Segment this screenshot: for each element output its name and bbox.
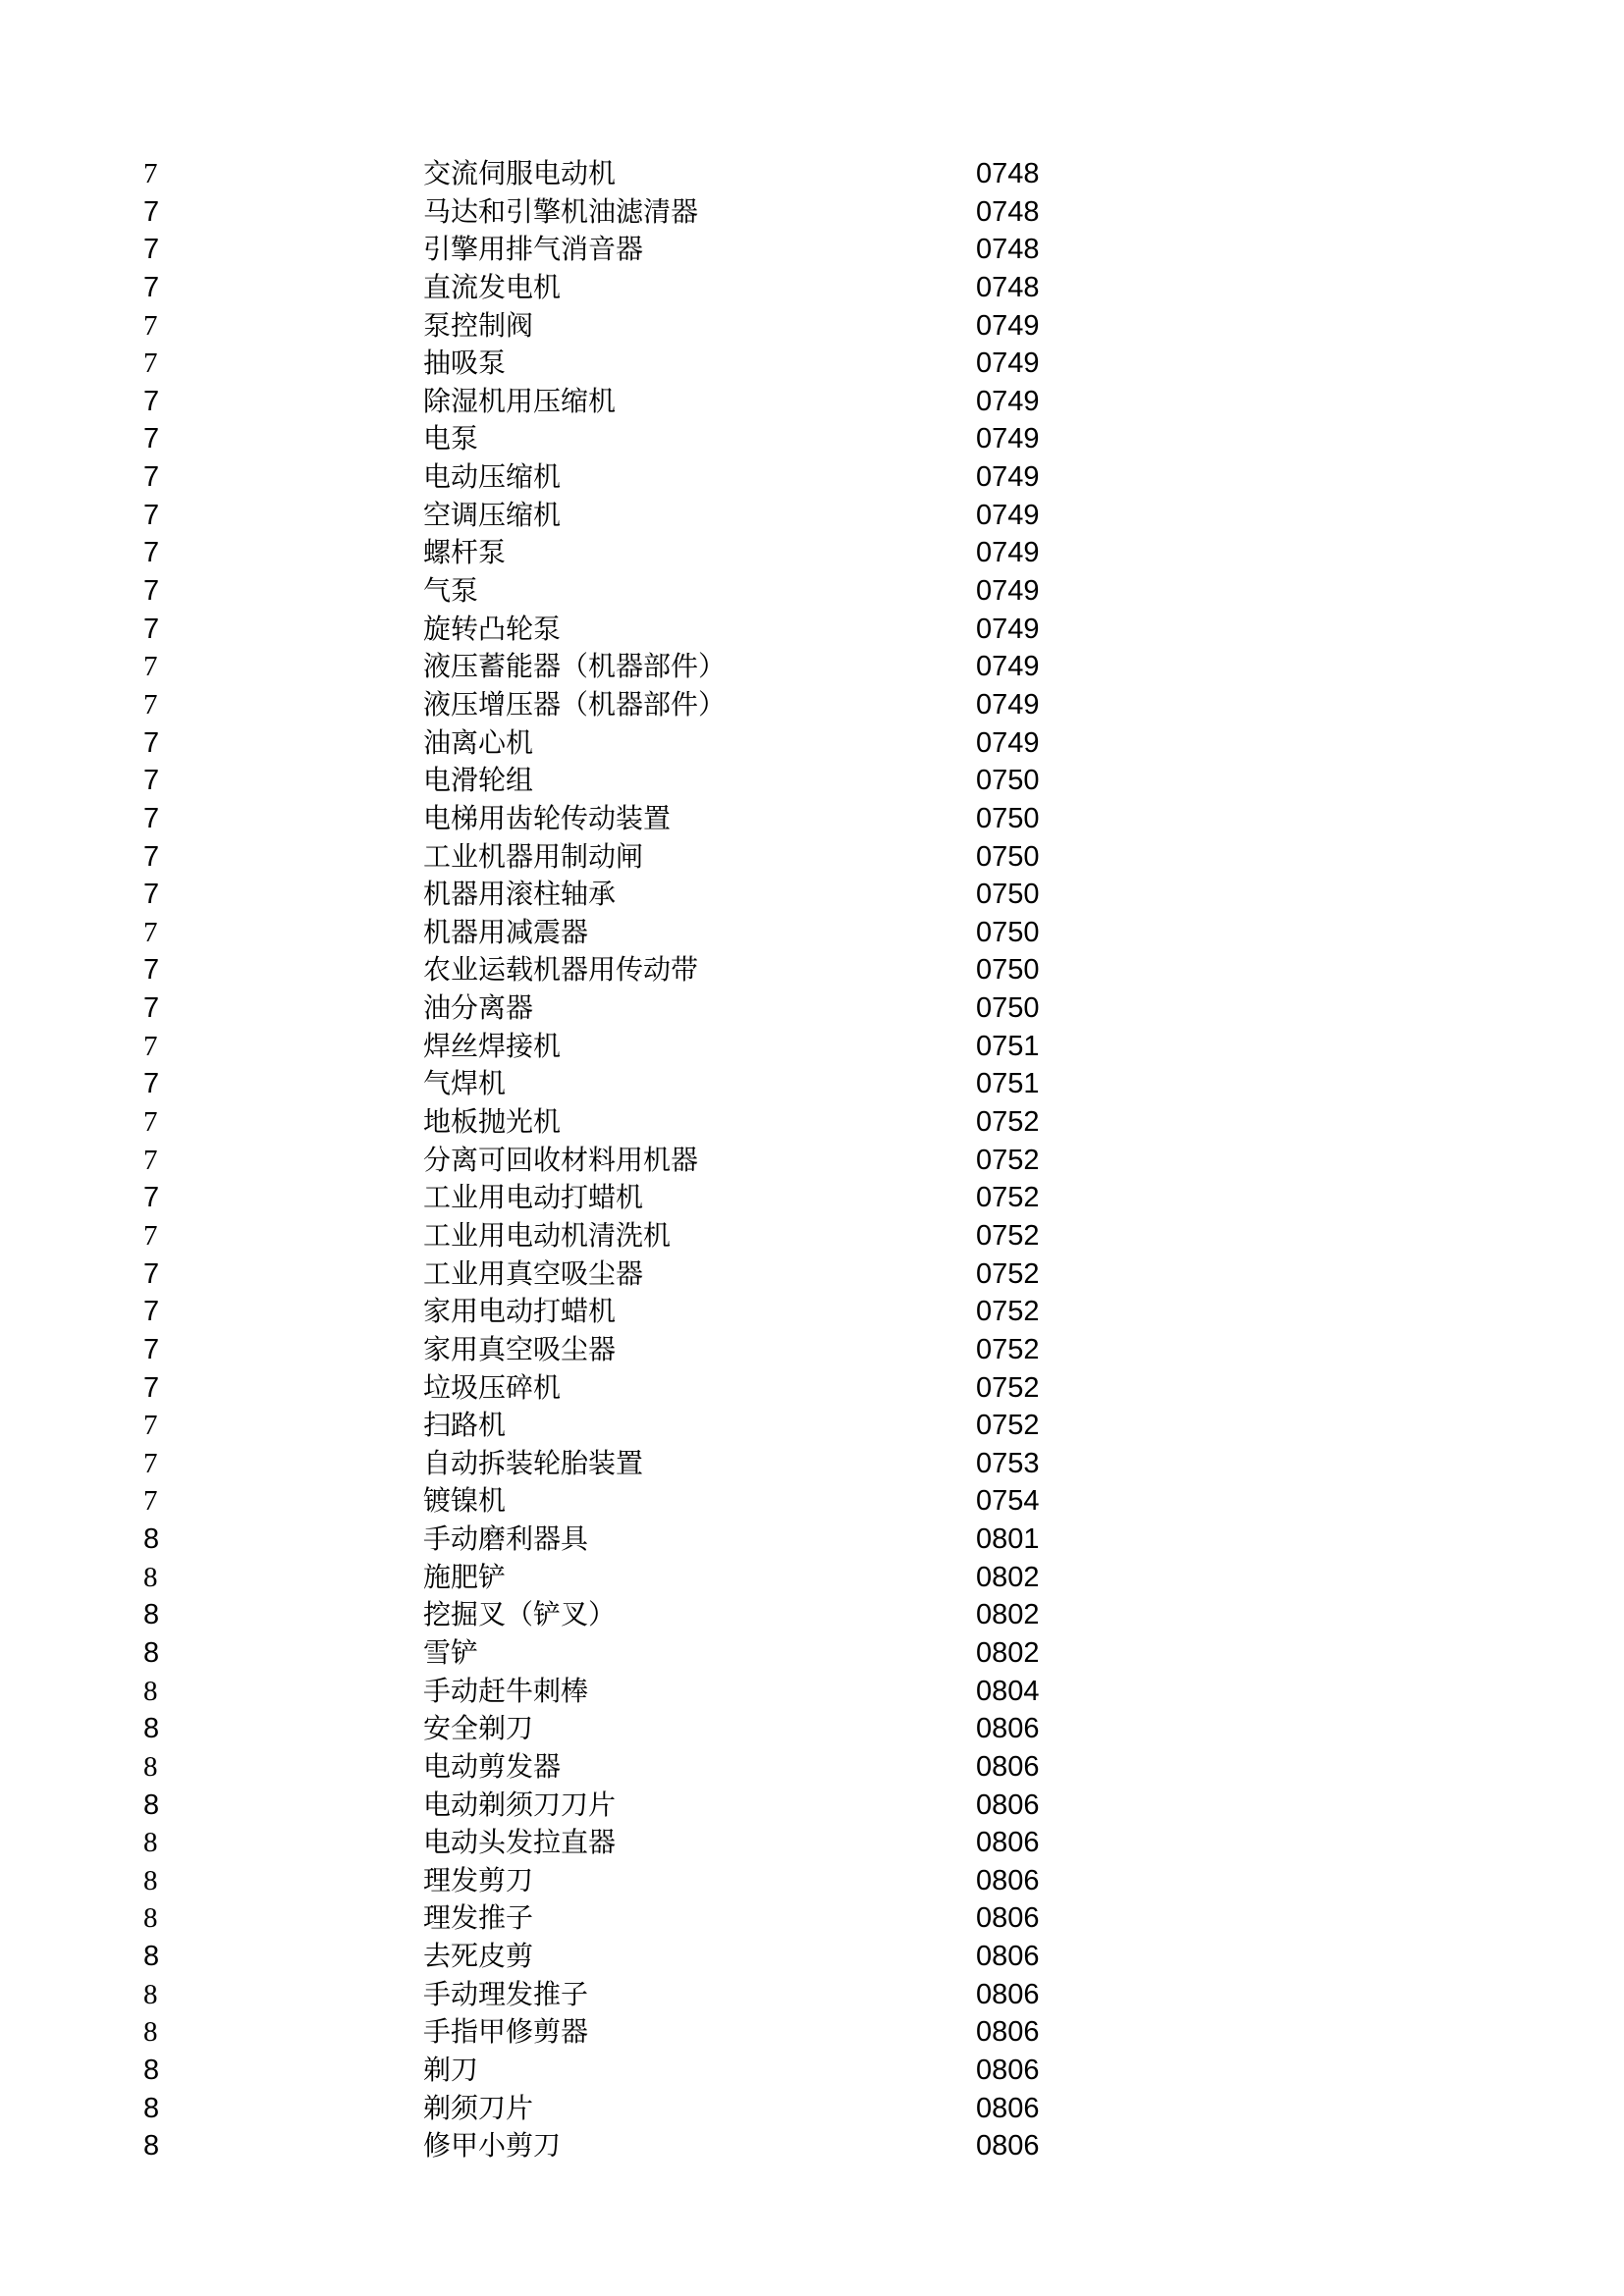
list-item bbox=[0, 155, 1624, 193]
goods-name: 垃圾压碎机 bbox=[423, 1370, 562, 1404]
group-code: 0806 bbox=[976, 2092, 1040, 2124]
goods-name: 雪铲 bbox=[423, 1635, 479, 1669]
class-number: 7 bbox=[143, 765, 160, 797]
list-item bbox=[0, 1748, 1624, 1787]
list-item bbox=[0, 686, 1624, 724]
goods-name: 焊丝焊接机 bbox=[423, 1029, 562, 1062]
group-code: 0802 bbox=[976, 1636, 1040, 1669]
class-number: 7 bbox=[143, 1410, 158, 1442]
goods-name: 工业用电动机清洗机 bbox=[423, 1218, 672, 1252]
goods-name: 工业用真空吸尘器 bbox=[423, 1256, 644, 1290]
list-item bbox=[0, 1710, 1624, 1748]
goods-name: 安全剃刀 bbox=[423, 1712, 534, 1745]
list-item bbox=[0, 2052, 1624, 2090]
group-code: 0748 bbox=[976, 271, 1040, 303]
list-item bbox=[0, 1217, 1624, 1255]
list-item bbox=[0, 1634, 1624, 1673]
list-item bbox=[0, 231, 1624, 269]
goods-name: 机器用减震器 bbox=[423, 915, 589, 948]
goods-name: 剃刀 bbox=[423, 2054, 479, 2087]
list-item bbox=[0, 1028, 1624, 1066]
goods-name: 螺杆泵 bbox=[423, 536, 507, 569]
list-item bbox=[0, 1824, 1624, 1862]
class-number: 8 bbox=[143, 1675, 158, 1707]
class-number: 7 bbox=[143, 1144, 158, 1176]
group-code: 0749 bbox=[976, 651, 1040, 683]
list-item bbox=[0, 1369, 1624, 1408]
class-number: 7 bbox=[143, 309, 158, 342]
list-item bbox=[0, 611, 1624, 649]
group-code: 0751 bbox=[976, 1030, 1040, 1062]
group-code: 0802 bbox=[976, 1599, 1040, 1631]
goods-name: 电梯用齿轮传动装置 bbox=[423, 801, 672, 834]
group-code: 0802 bbox=[976, 1561, 1040, 1593]
group-code: 0754 bbox=[976, 1485, 1040, 1518]
list-item bbox=[0, 383, 1624, 421]
goods-name: 地板抛光机 bbox=[423, 1105, 562, 1139]
group-code: 0751 bbox=[976, 1068, 1040, 1100]
class-number: 8 bbox=[143, 1827, 158, 1859]
list-item bbox=[0, 307, 1624, 346]
class-number: 7 bbox=[143, 1106, 158, 1139]
class-number: 8 bbox=[143, 2130, 160, 2163]
goods-name: 直流发电机 bbox=[423, 270, 562, 303]
goods-name: 自动拆装轮胎装置 bbox=[423, 1446, 644, 1479]
group-code: 0753 bbox=[976, 1447, 1040, 1479]
goods-name: 旋转凸轮泵 bbox=[423, 612, 562, 645]
group-code: 0750 bbox=[976, 840, 1040, 873]
group-code: 0752 bbox=[976, 1219, 1040, 1252]
class-number: 8 bbox=[143, 1864, 158, 1896]
group-code: 0806 bbox=[976, 1713, 1040, 1745]
list-item bbox=[0, 1407, 1624, 1445]
class-number: 8 bbox=[143, 1561, 158, 1593]
class-number: 7 bbox=[143, 726, 160, 759]
group-code: 0749 bbox=[976, 423, 1040, 455]
class-number: 7 bbox=[143, 537, 160, 569]
class-number: 7 bbox=[143, 575, 160, 608]
group-code: 0752 bbox=[976, 1106, 1040, 1139]
class-number: 7 bbox=[143, 651, 158, 683]
goods-name: 油分离器 bbox=[423, 991, 534, 1025]
group-code: 0749 bbox=[976, 575, 1040, 608]
goods-name: 扫路机 bbox=[423, 1409, 507, 1442]
goods-name: 空调压缩机 bbox=[423, 498, 562, 531]
class-number: 8 bbox=[143, 1523, 160, 1556]
class-number: 7 bbox=[143, 879, 160, 911]
goods-name: 电泵 bbox=[423, 422, 479, 455]
list-item bbox=[0, 914, 1624, 952]
list-item bbox=[0, 989, 1624, 1028]
class-number: 7 bbox=[143, 499, 160, 531]
group-code: 0749 bbox=[976, 613, 1040, 645]
goods-name: 分离可回收材料用机器 bbox=[423, 1143, 699, 1176]
class-number: 7 bbox=[143, 158, 158, 189]
class-number: 7 bbox=[143, 271, 160, 303]
goods-name: 除湿机用压缩机 bbox=[423, 384, 617, 417]
list-item bbox=[0, 2127, 1624, 2165]
class-number: 8 bbox=[143, 1941, 160, 1973]
group-code: 0749 bbox=[976, 461, 1040, 494]
class-number: 7 bbox=[143, 1068, 160, 1100]
group-code: 0748 bbox=[976, 234, 1040, 266]
list-item bbox=[0, 2013, 1624, 2052]
goods-name: 电动剪发器 bbox=[423, 1749, 562, 1783]
goods-name: 挖掘叉（铲叉） bbox=[423, 1598, 617, 1631]
goods-name: 镀镍机 bbox=[423, 1484, 507, 1518]
goods-name: 理发推子 bbox=[423, 1901, 534, 1935]
group-code: 0752 bbox=[976, 1371, 1040, 1404]
group-code: 0748 bbox=[976, 158, 1040, 189]
goods-name: 手动理发推子 bbox=[423, 1977, 589, 2010]
goods-name: 交流伺服电动机 bbox=[423, 157, 617, 189]
group-code: 0750 bbox=[976, 879, 1040, 911]
goods-name: 家用电动打蜡机 bbox=[423, 1295, 617, 1328]
goods-name: 手动磨利器具 bbox=[423, 1522, 589, 1556]
group-code: 0806 bbox=[976, 1827, 1040, 1859]
class-number: 8 bbox=[143, 1599, 160, 1631]
list-item bbox=[0, 1521, 1624, 1559]
list-item bbox=[0, 345, 1624, 383]
group-code: 0752 bbox=[976, 1182, 1040, 1214]
goods-name: 泵控制阀 bbox=[423, 308, 534, 342]
list-item bbox=[0, 1179, 1624, 1217]
group-code: 0806 bbox=[976, 1864, 1040, 1896]
group-code: 0750 bbox=[976, 802, 1040, 834]
group-code: 0806 bbox=[976, 1789, 1040, 1821]
list-item bbox=[0, 420, 1624, 458]
list-item bbox=[0, 1065, 1624, 1103]
group-code: 0750 bbox=[976, 916, 1040, 948]
class-number: 7 bbox=[143, 840, 160, 873]
group-code: 0806 bbox=[976, 2016, 1040, 2049]
list-item bbox=[0, 800, 1624, 838]
goods-name: 气泵 bbox=[423, 574, 479, 608]
class-number: 7 bbox=[143, 461, 160, 494]
group-code: 0749 bbox=[976, 499, 1040, 531]
class-number: 7 bbox=[143, 1257, 160, 1290]
goods-name: 油离心机 bbox=[423, 725, 534, 759]
list-item bbox=[0, 1142, 1624, 1180]
list-item bbox=[0, 1787, 1624, 1825]
class-number: 8 bbox=[143, 1902, 158, 1935]
class-number: 7 bbox=[143, 1447, 158, 1479]
class-number: 7 bbox=[143, 234, 160, 266]
group-code: 0752 bbox=[976, 1410, 1040, 1442]
group-code: 0752 bbox=[976, 1144, 1040, 1176]
list-item bbox=[0, 648, 1624, 686]
goods-name: 电动头发拉直器 bbox=[423, 1826, 617, 1859]
group-code: 0749 bbox=[976, 309, 1040, 342]
group-code: 0804 bbox=[976, 1675, 1040, 1707]
group-code: 0806 bbox=[976, 2055, 1040, 2087]
class-number: 8 bbox=[143, 2092, 160, 2124]
list-item bbox=[0, 1976, 1624, 2014]
class-number: 7 bbox=[143, 954, 160, 987]
list-item bbox=[0, 838, 1624, 877]
goods-name: 引擎用排气消音器 bbox=[423, 233, 644, 266]
goods-name: 理发剪刀 bbox=[423, 1863, 534, 1896]
goods-name: 机器用滚柱轴承 bbox=[423, 878, 617, 911]
class-number: 7 bbox=[143, 1296, 160, 1328]
group-code: 0748 bbox=[976, 195, 1040, 228]
goods-name: 家用真空吸尘器 bbox=[423, 1332, 617, 1365]
group-code: 0752 bbox=[976, 1333, 1040, 1365]
goods-name: 液压增压器（机器部件） bbox=[423, 687, 727, 721]
group-code: 0752 bbox=[976, 1296, 1040, 1328]
list-item bbox=[0, 1482, 1624, 1521]
class-number: 8 bbox=[143, 2055, 160, 2087]
class-number: 7 bbox=[143, 1182, 160, 1214]
class-number: 7 bbox=[143, 916, 158, 948]
list-item bbox=[0, 1331, 1624, 1369]
group-code: 0806 bbox=[976, 1902, 1040, 1935]
goods-name: 马达和引擎机油滤清器 bbox=[423, 194, 699, 228]
goods-name: 施肥铲 bbox=[423, 1560, 507, 1593]
class-number: 7 bbox=[143, 992, 160, 1025]
goods-name: 电滑轮组 bbox=[423, 764, 534, 797]
list-item bbox=[0, 762, 1624, 800]
group-code: 0749 bbox=[976, 537, 1040, 569]
goods-name: 电动剃须刀刀片 bbox=[423, 1788, 617, 1821]
group-code: 0801 bbox=[976, 1523, 1040, 1556]
list-item bbox=[0, 1559, 1624, 1597]
list-item bbox=[0, 572, 1624, 611]
list-item bbox=[0, 1938, 1624, 1976]
list-item bbox=[0, 951, 1624, 989]
class-number: 7 bbox=[143, 423, 160, 455]
goods-name: 工业用电动打蜡机 bbox=[423, 1181, 644, 1214]
class-number: 7 bbox=[143, 1333, 160, 1365]
group-code: 0806 bbox=[976, 1978, 1040, 2010]
class-number: 7 bbox=[143, 195, 160, 228]
class-number: 7 bbox=[143, 688, 158, 721]
group-code: 0806 bbox=[976, 2130, 1040, 2163]
goods-name: 抽吸泵 bbox=[423, 347, 507, 380]
list-item bbox=[0, 458, 1624, 497]
group-code: 0749 bbox=[976, 726, 1040, 759]
list-item bbox=[0, 497, 1624, 535]
goods-name: 电动压缩机 bbox=[423, 460, 562, 494]
goods-name: 液压蓄能器（机器部件） bbox=[423, 650, 727, 683]
group-code: 0750 bbox=[976, 954, 1040, 987]
list-item bbox=[0, 1862, 1624, 1900]
class-number: 7 bbox=[143, 1485, 158, 1518]
class-number: 7 bbox=[143, 1219, 158, 1252]
group-code: 0749 bbox=[976, 385, 1040, 417]
goods-name: 修甲小剪刀 bbox=[423, 2129, 562, 2163]
class-number: 7 bbox=[143, 1030, 158, 1062]
goods-name: 气焊机 bbox=[423, 1067, 507, 1100]
goods-name: 剃须刀片 bbox=[423, 2091, 534, 2124]
group-code: 0749 bbox=[976, 347, 1040, 380]
class-number: 8 bbox=[143, 1750, 158, 1783]
list-item bbox=[0, 724, 1624, 763]
group-code: 0806 bbox=[976, 1750, 1040, 1783]
list-item bbox=[0, 1103, 1624, 1142]
class-number: 7 bbox=[143, 613, 160, 645]
list-item bbox=[0, 193, 1624, 232]
list-item bbox=[0, 269, 1624, 307]
group-code: 0750 bbox=[976, 765, 1040, 797]
class-number: 8 bbox=[143, 1978, 158, 2010]
group-code: 0752 bbox=[976, 1257, 1040, 1290]
list-item bbox=[0, 1255, 1624, 1294]
list-item bbox=[0, 1899, 1624, 1938]
list-item bbox=[0, 1293, 1624, 1331]
class-number: 8 bbox=[143, 2016, 158, 2049]
list-item bbox=[0, 534, 1624, 572]
list-item bbox=[0, 876, 1624, 914]
list-item bbox=[0, 1596, 1624, 1634]
goods-name: 农业运载机器用传动带 bbox=[423, 953, 699, 987]
group-code: 0750 bbox=[976, 992, 1040, 1025]
class-number: 8 bbox=[143, 1789, 160, 1821]
goods-list bbox=[0, 155, 1624, 2165]
class-number: 7 bbox=[143, 1371, 160, 1404]
list-item bbox=[0, 1673, 1624, 1711]
class-number: 7 bbox=[143, 802, 160, 834]
class-number: 7 bbox=[143, 347, 158, 380]
goods-name: 手指甲修剪器 bbox=[423, 2015, 589, 2049]
class-number: 7 bbox=[143, 385, 160, 417]
list-item bbox=[0, 1445, 1624, 1483]
group-code: 0806 bbox=[976, 1941, 1040, 1973]
group-code: 0749 bbox=[976, 688, 1040, 721]
class-number: 8 bbox=[143, 1713, 160, 1745]
goods-name: 去死皮剪 bbox=[423, 1940, 534, 1973]
list-item bbox=[0, 2090, 1624, 2128]
goods-name: 手动赶牛刺棒 bbox=[423, 1674, 589, 1707]
goods-name: 工业机器用制动闸 bbox=[423, 839, 644, 873]
class-number: 8 bbox=[143, 1636, 160, 1669]
